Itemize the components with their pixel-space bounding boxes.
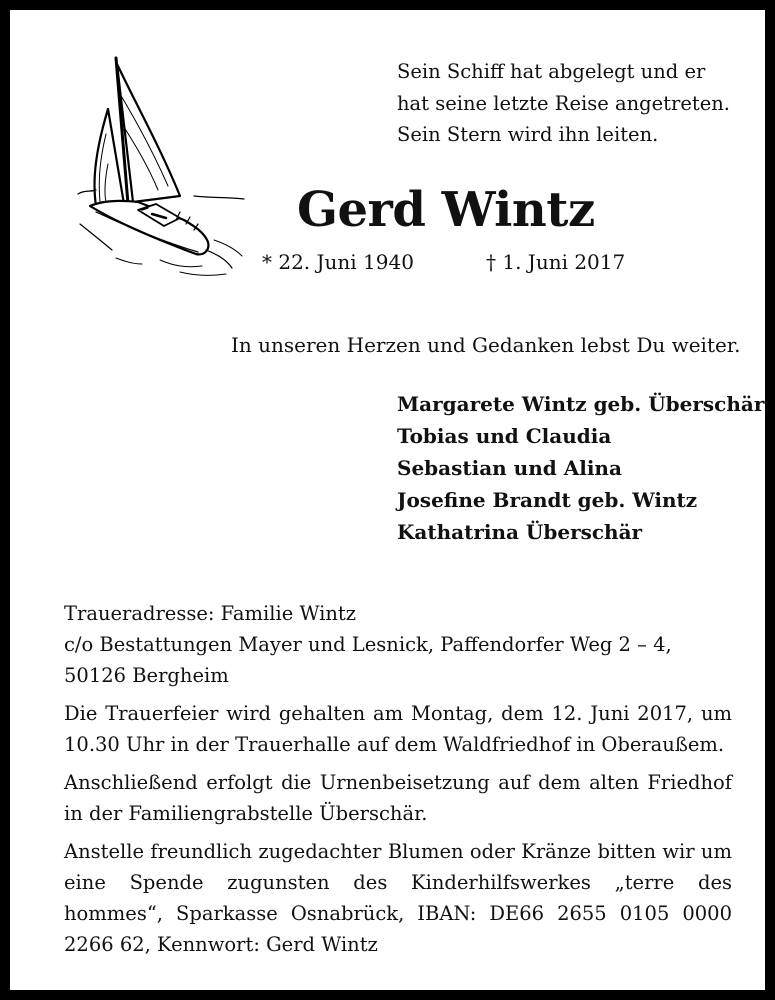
- quote-line: Sein Schiff hat abgelegt und er: [397, 60, 706, 83]
- birth-date: * 22. Juni 1940: [262, 250, 414, 274]
- deceased-name: Gerd Wintz: [297, 182, 595, 238]
- mourner-name: Sebastian und Alina: [397, 456, 622, 480]
- burial-text: Anschließend erfolgt die Urnenbeisetzung auf dem alten Friedhof in der Familiengrabstelle Überschär.: [64, 771, 732, 825]
- life-dates: [262, 250, 625, 274]
- memorial-motto: In unseren Herzen und Gedanken lebst Du weiter.: [231, 333, 741, 357]
- ceremony-text: Die Trauerfeier wird gehalten am Montag, dem 12. Juni 2017, um 10.30 Uhr in der Trauerhalle auf dem Waldfriedhof in Oberaußem.: [64, 702, 732, 756]
- sailboat-icon: [76, 54, 248, 280]
- quote-verse: [397, 56, 767, 151]
- death-date: † 1. Juni 2017: [486, 250, 626, 274]
- mourner-name: Tobias und Claudia: [397, 424, 612, 448]
- quote-line: hat seine letzte Reise angetreten.: [397, 91, 731, 115]
- address-line: 50126 Bergheim: [64, 664, 229, 687]
- funeral-information: [64, 598, 732, 967]
- mourner-name: Josefine Brandt geb. Wintz: [397, 488, 698, 512]
- donation-text: Anstelle freundlich zugedachter Blumen oder Kränze bitten wir um eine Spende zugunsten des Kinderhilfswerkes „terre des hommes“, Sparkasse Osnabrück, IBAN: DE66 2655 0105 0000 2266 62, Kennwort: Gerd Wintz: [64, 840, 732, 956]
- mourner-name: Margarete Wintz geb. Überschär: [397, 392, 765, 416]
- mourner-name: Kathatrina Überschär: [397, 520, 643, 544]
- mourning-address: [64, 598, 732, 691]
- address-line: Traueradresse: Familie Wintz: [64, 602, 357, 625]
- mourners-list: [397, 388, 764, 548]
- address-line: c/o Bestattungen Mayer und Lesnick, Paffendorfer Weg 2 – 4,: [64, 633, 672, 656]
- quote-line: Sein Stern wird ihn leiten.: [397, 123, 659, 146]
